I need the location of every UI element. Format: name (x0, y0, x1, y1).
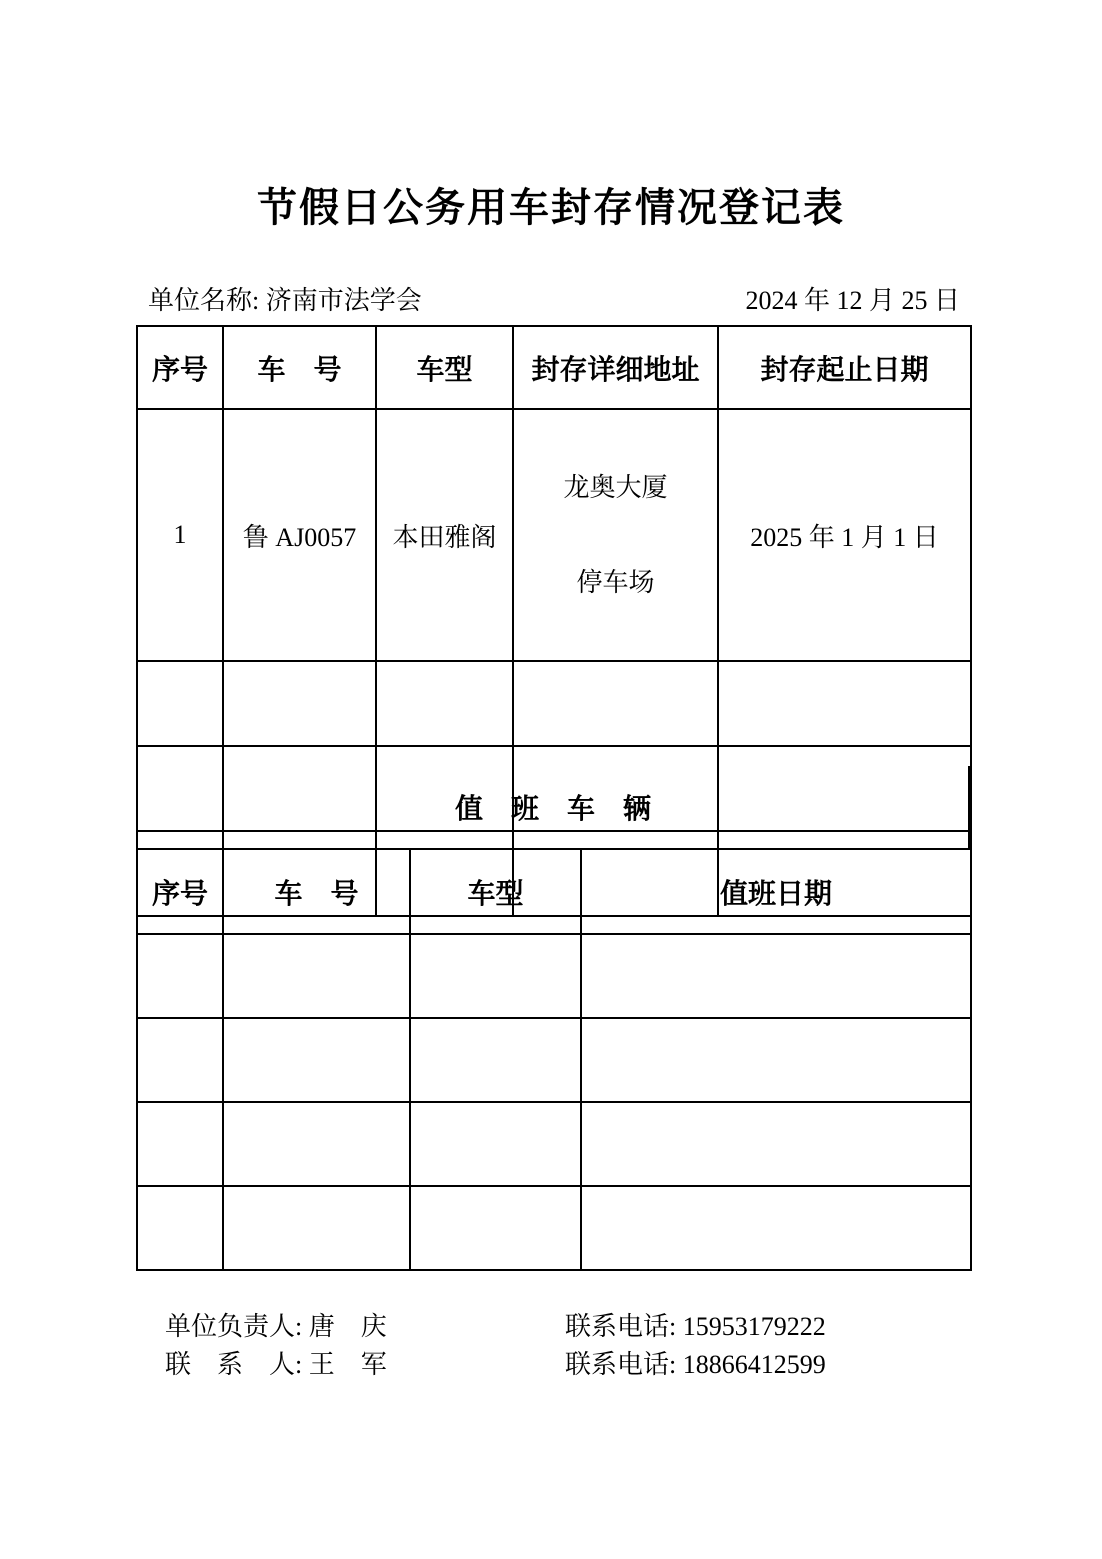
empty-cell (137, 1102, 223, 1186)
contact-person: 联 系 人: 王 军 (165, 1350, 387, 1379)
seal-cell-plate: 鲁 AJ0057 (223, 409, 376, 661)
footer (165, 1308, 977, 1384)
duty-table-empty-row (137, 1186, 971, 1270)
page-title: 节假日公务用车封存情况登记表 (257, 186, 845, 230)
empty-cell (581, 1018, 971, 1102)
seal-table-empty-row (137, 661, 971, 746)
seal-cell-model: 本田雅阁 (376, 409, 513, 661)
footer-line-2 (165, 1346, 977, 1384)
empty-cell (223, 1102, 410, 1186)
duty-col-index: 序号 (137, 849, 223, 934)
duty-col-date: 值班日期 (581, 849, 971, 934)
duty-table-header-row (137, 849, 971, 934)
seal-cell-index: 1 (137, 409, 223, 661)
empty-cell (581, 934, 971, 1018)
empty-cell (410, 1102, 581, 1186)
responsible-person: 单位负责人: 唐 庆 (165, 1312, 387, 1341)
empty-cell (223, 934, 410, 1018)
empty-cell (137, 661, 223, 746)
address-line-1: 龙奥大厦 (563, 473, 668, 502)
seal-cell-address (513, 409, 718, 661)
duty-table-empty-row (137, 1102, 971, 1186)
seal-col-model: 车型 (376, 326, 513, 409)
empty-cell (376, 661, 513, 746)
duty-table-empty-row (137, 1018, 971, 1102)
empty-cell (410, 1186, 581, 1270)
empty-cell (410, 934, 581, 1018)
seal-col-plate: 车 号 (223, 326, 376, 409)
seal-cell-date-range: 2025 年 1 月 1 日 (718, 409, 971, 661)
seal-col-address: 封存详细地址 (513, 326, 718, 409)
footer-line-1 (165, 1308, 977, 1346)
fill-date: 2024 年 12 月 25 日 (745, 286, 960, 315)
empty-cell (718, 661, 971, 746)
duty-col-plate: 车 号 (223, 849, 410, 934)
empty-cell (223, 1186, 410, 1270)
info-row (148, 284, 960, 318)
unit-name-line: 单位名称: 济南市法学会 (148, 286, 422, 315)
address-line-2: 停车场 (576, 568, 655, 597)
empty-cell (410, 1018, 581, 1102)
seal-table-header-row (137, 326, 971, 409)
empty-cell (137, 1018, 223, 1102)
empty-cell (137, 934, 223, 1018)
empty-cell (137, 1186, 223, 1270)
responsible-phone: 联系电话: 15953179222 (565, 1312, 826, 1341)
empty-cell (223, 661, 376, 746)
empty-cell (581, 1102, 971, 1186)
duty-col-model: 车型 (410, 849, 581, 934)
empty-cell (223, 1018, 410, 1102)
seal-col-date-range: 封存起止日期 (718, 326, 971, 409)
contact-phone: 联系电话: 18866412599 (565, 1350, 826, 1379)
duty-section-title: 值 班 车 辆 (136, 766, 970, 848)
empty-cell (513, 661, 718, 746)
seal-col-index: 序号 (137, 326, 223, 409)
duty-table (136, 848, 972, 1271)
seal-table-row (137, 409, 971, 661)
empty-cell (581, 1186, 971, 1270)
duty-table-empty-row (137, 934, 971, 1018)
